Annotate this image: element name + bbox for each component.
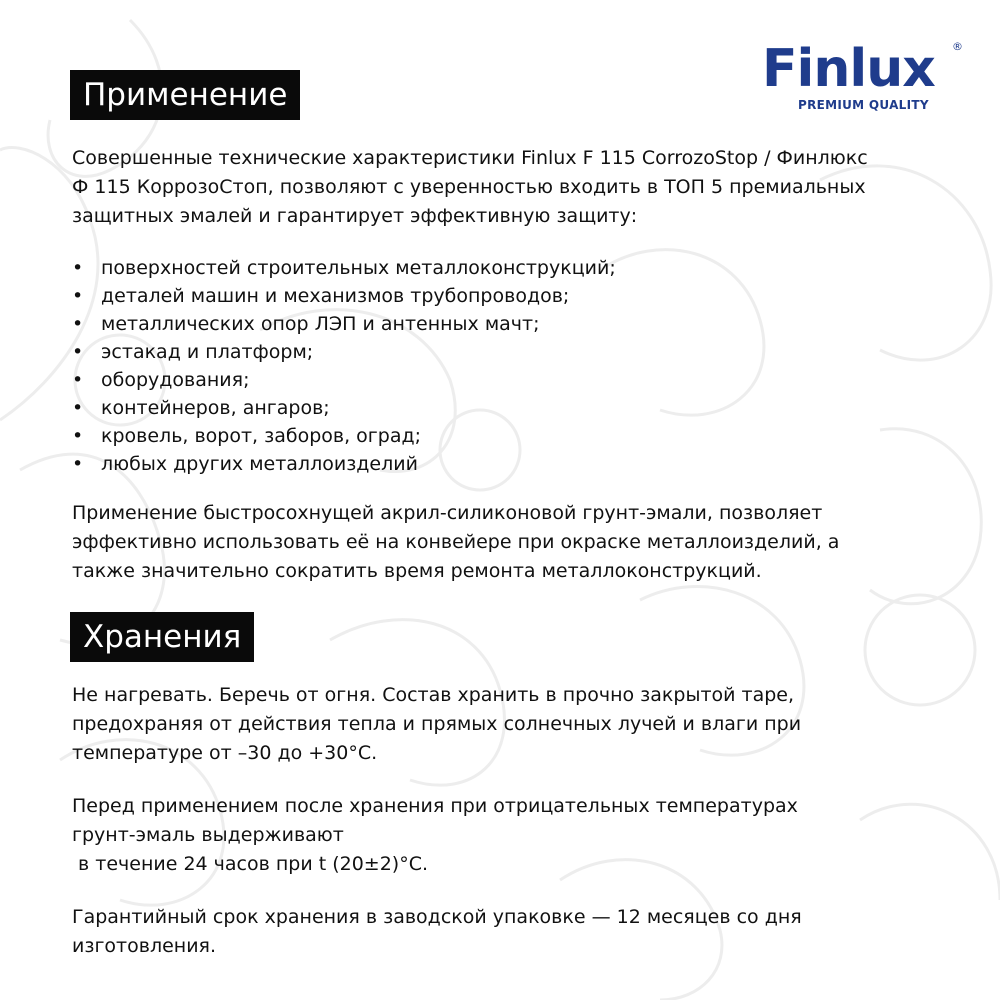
storage-line: грунт-эмаль выдерживают xyxy=(72,824,344,846)
list-item-text: контейнеров, ангаров; xyxy=(101,397,330,419)
bullet-icon: • xyxy=(72,369,84,391)
list-item xyxy=(72,338,972,366)
storage-line: Перед применением после хранения при отрицательных температурах xyxy=(72,795,798,817)
list-item xyxy=(72,366,972,394)
list-item xyxy=(72,254,972,282)
registered-mark: ® xyxy=(952,40,963,53)
list-item-text: деталей машин и механизмов трубопроводов; xyxy=(101,285,570,307)
intro-line: Ф 115 КоррозоСтоп, позволяют с уверенностью входить в ТОП 5 премиальных xyxy=(72,176,866,198)
list-item-text: металлических опор ЛЭП и антенных мачт; xyxy=(101,313,540,335)
bullet-icon: • xyxy=(72,453,84,475)
bullet-icon: • xyxy=(72,425,84,447)
protected-surfaces-list xyxy=(72,254,972,478)
storage-line: изготовления. xyxy=(72,935,217,957)
list-item xyxy=(72,394,972,422)
list-item xyxy=(72,422,972,450)
intro-line: защитных эмалей и гарантирует эффективную защиту: xyxy=(72,205,638,227)
storage-line: в течение 24 часов при t (20±2)°С. xyxy=(72,853,429,875)
list-item-text: эстакад и платформ; xyxy=(101,341,314,363)
finlux-logo xyxy=(762,38,972,118)
logo-tagline: PREMIUM QUALITY xyxy=(798,98,929,112)
bullet-icon: • xyxy=(72,257,84,279)
list-item-text: оборудования; xyxy=(101,369,250,391)
storage-line: Не нагревать. Беречь от огня. Состав хранить в прочно закрытой таре, xyxy=(72,684,795,706)
storage-line: предохраняя от действия тепла и прямых солнечных лучей и влаги при xyxy=(72,713,802,735)
storage-line: температуре от –30 до +30°С. xyxy=(72,742,378,764)
intro-line: Совершенные технические характеристики Finlux F 115 CorrozoStop / Финлюкс xyxy=(72,147,868,169)
usage-line: также значительно сократить время ремонта металлоконструкций. xyxy=(72,560,762,582)
list-item-text: кровель, ворот, заборов, оград; xyxy=(101,425,422,447)
heading-application: Применение xyxy=(70,70,300,120)
bullet-icon: • xyxy=(72,285,84,307)
storage-conditions-paragraph xyxy=(72,681,972,768)
heading-storage: Хранения xyxy=(70,612,254,662)
bullet-icon: • xyxy=(72,341,84,363)
list-item xyxy=(72,450,972,478)
list-item-text: любых других металлоизделий xyxy=(101,453,418,475)
usage-line: эффективно использовать её на конвейере при окраске металлоизделий, а xyxy=(72,531,840,553)
bullet-icon: • xyxy=(72,397,84,419)
list-item-text: поверхностей строительных металлоконструкций; xyxy=(101,257,616,279)
storage-line: Гарантийный срок хранения в заводской упаковке — 12 месяцев со дня xyxy=(72,906,802,928)
logo-wordmark: Finlux xyxy=(762,39,935,99)
application-usage-paragraph xyxy=(72,499,972,586)
list-item xyxy=(72,282,972,310)
list-item xyxy=(72,310,972,338)
shelf-life-paragraph xyxy=(72,903,972,961)
usage-line: Применение быстросохнущей акрил-силиконовой грунт-эмали, позволяет xyxy=(72,502,823,524)
application-intro-paragraph xyxy=(72,144,972,231)
storage-conditioning-paragraph xyxy=(72,792,972,879)
bullet-icon: • xyxy=(72,313,84,335)
